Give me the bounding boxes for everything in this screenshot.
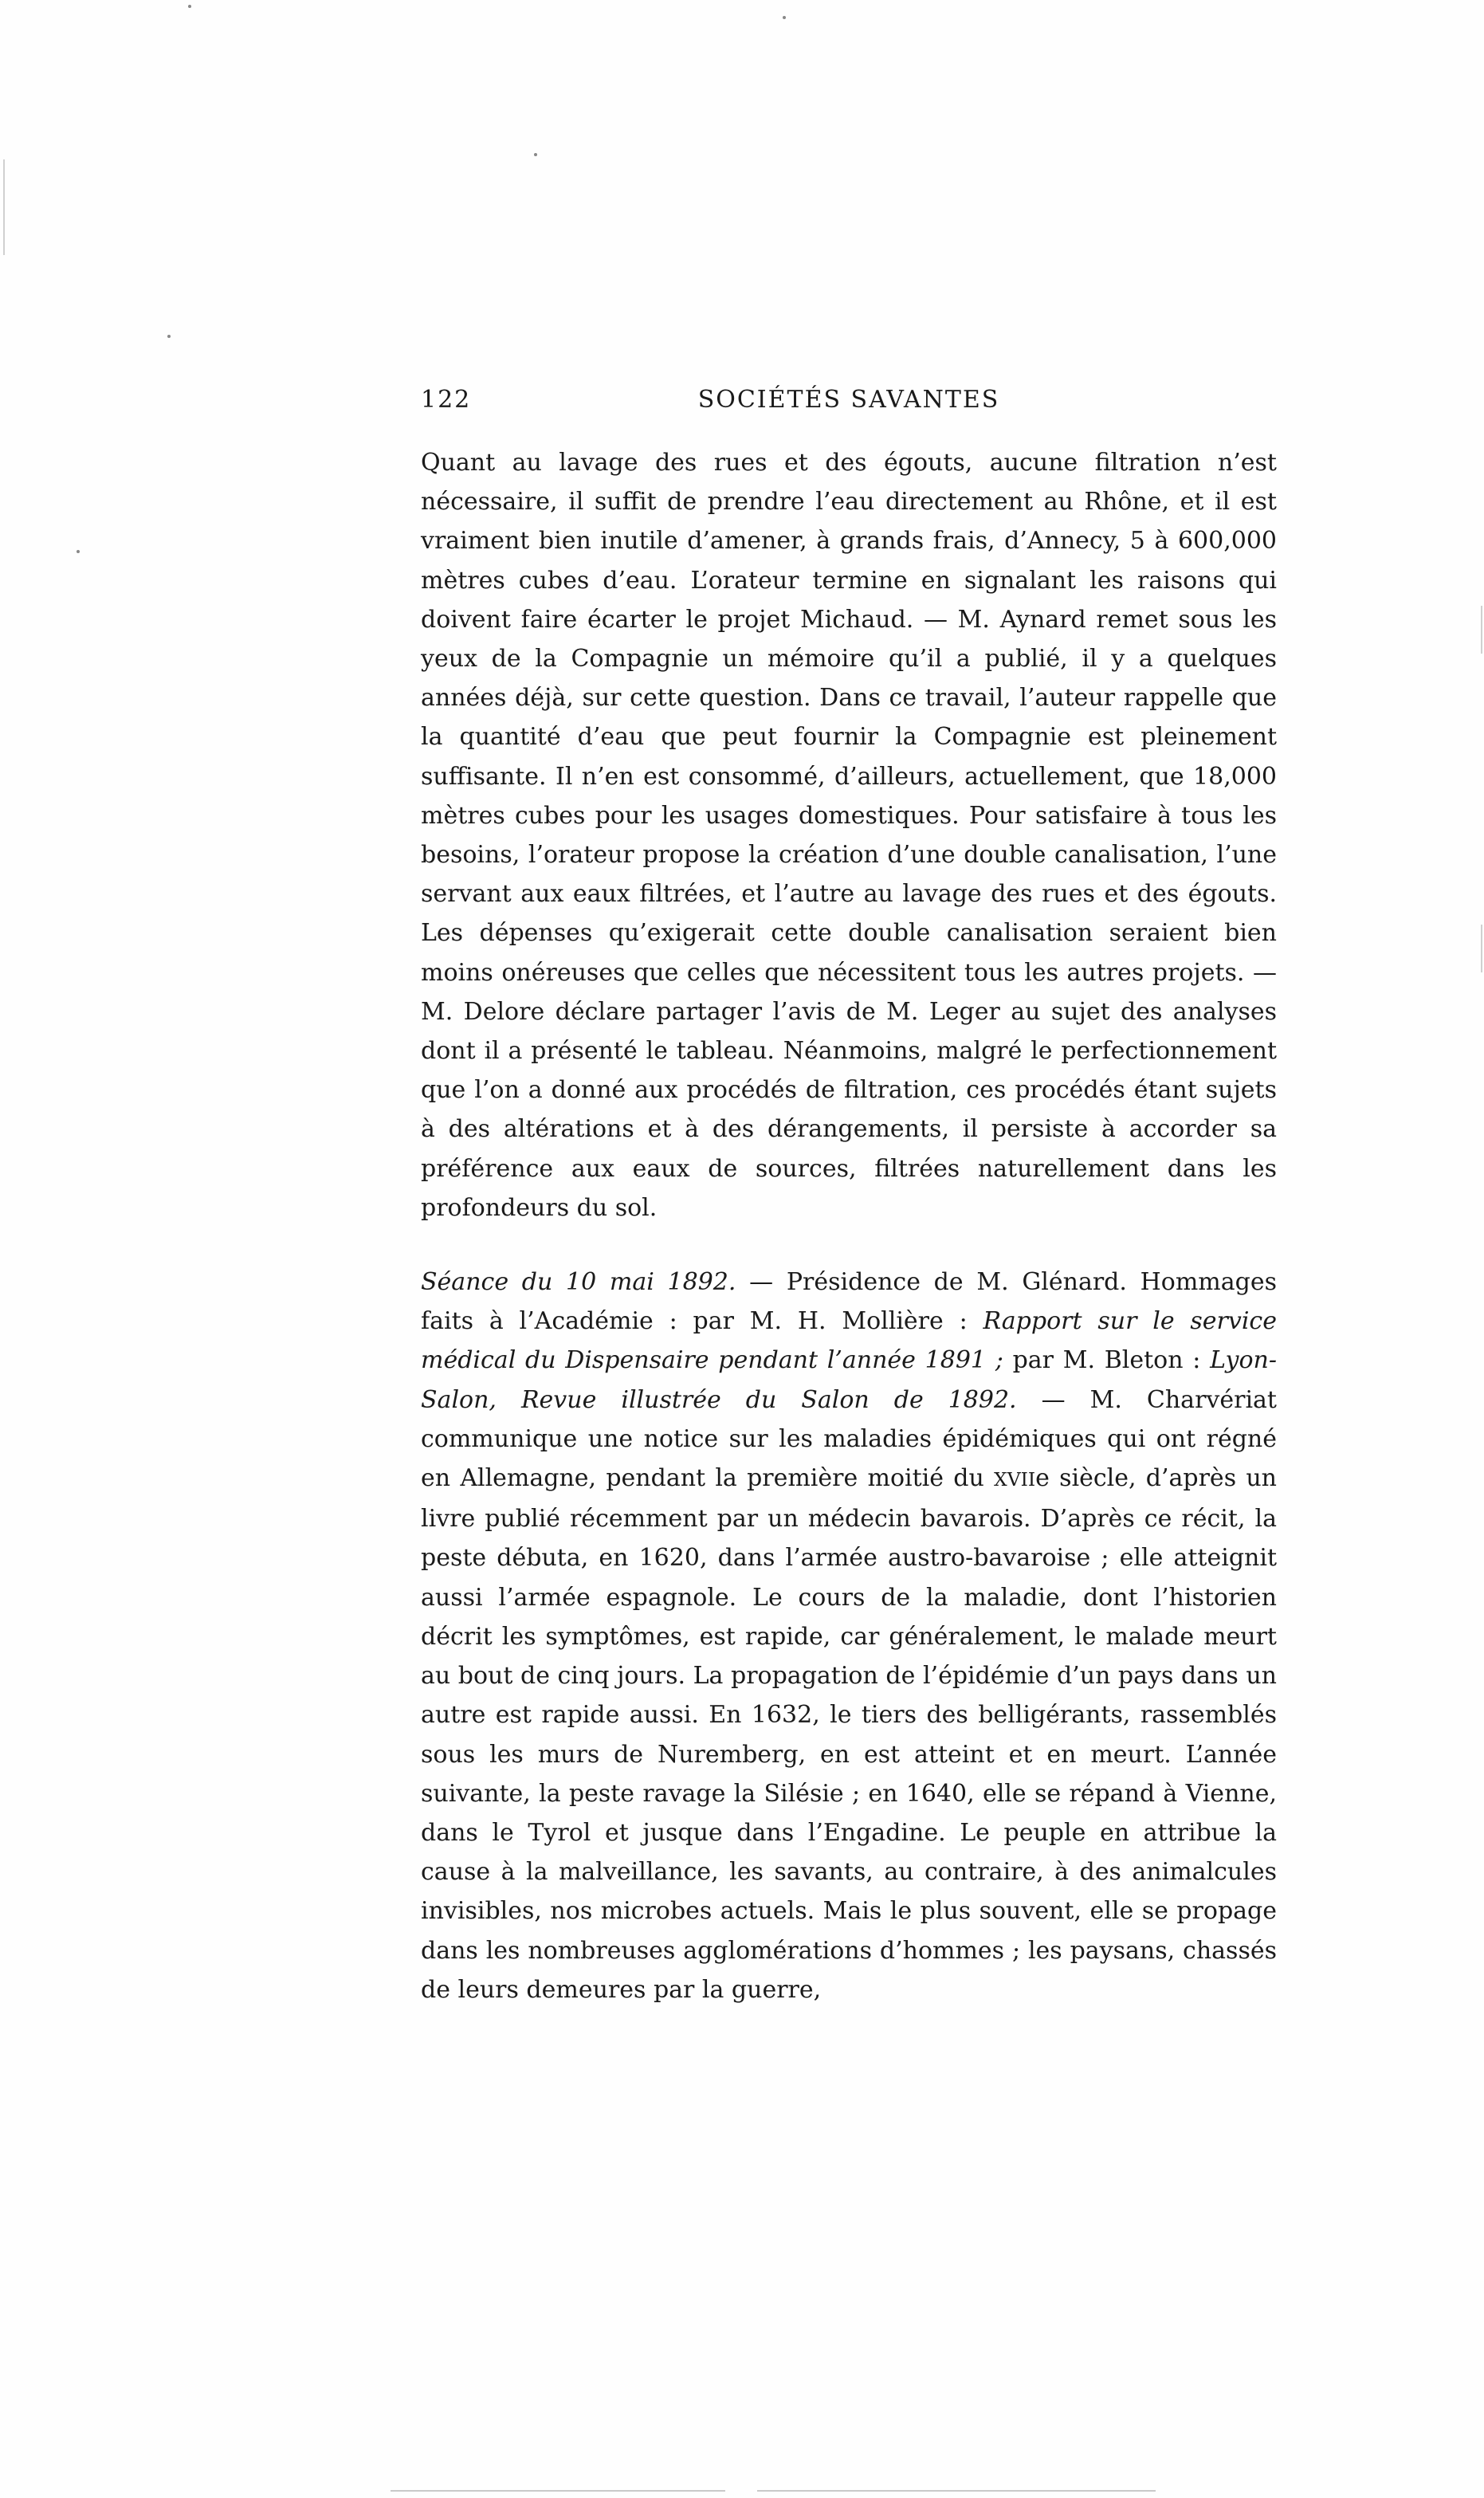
scan-edge-mark <box>1481 925 1482 972</box>
running-head <box>421 386 1277 418</box>
text-run: — Présidence de M. Glénard. Hommages faits à l’Académie : par M. H. Mollière : <box>421 1268 1277 1336</box>
scan-edge-mark <box>1481 606 1482 654</box>
italic-run: Séance du 10 mai 1892. <box>421 1268 736 1297</box>
scan-edge-mark <box>3 159 5 255</box>
text-run: Quant au lavage des rues et des égouts, aucune filtration n’est nécessaire, il suffit de prendre l’eau directement au Rhône, et il est vraiment bien inutile d’amener, à grands frais, d’Annecy, 5 à 600,000 mètres cubes d’eau. L’orateur termine en signalant les raisons qui doivent faire écarter le projet Michaud. — M. Aynard remet sous les yeux de la Compagnie un mémoire qu’il a publié, il y a quelques années déjà, sur cette question. Dans ce travail, l’auteur rappelle que la quantité d’eau que peut fournir la Compagnie est pleinement suffisante. Il n’en est consommé, d’ailleurs, actuellement, que 18,000 mètres cubes pour les usages domestiques. Pour satisfaire à tous les besoins, l’orateur propose la création d’une double canalisation, l’une servant aux eaux filtrées, et l’autre au lavage des rues et des égouts. Les dépenses qu’exigerait cette double canalisation seraient bien moins onéreuses que celles que nécessitent tous les autres projets. — M. Delore déclare partager l’avis de M. Leger au sujet des analyses dont il a présenté le tableau. Néanmoins, malgré le perfectionnement que l’on a donné aux procédés de filtration, ces procédés étant sujets à des altérations et à des dérangements, il persiste à accorder sa préférence aux eaux de sources, filtrées naturellement dans les profondeurs du sol. <box>421 449 1277 1222</box>
small-caps-run: XVII <box>994 1468 1036 1491</box>
scan-bottom-rule <box>757 2490 1156 2492</box>
text-run: — M. Charvériat communique une notice sur les maladies épidémiques qui ont régné en Allemagne, pendant la première moitié du <box>421 1385 1277 1493</box>
italic-run: Lyon-Salon, Revue illustrée du Salon de 1892. <box>421 1346 1278 1414</box>
body-text <box>421 443 1277 2009</box>
text-run: e siècle, d’après un livre publié récemment par un médecin bavarois. D’après ce récit, la peste débuta, en 1620, dans l’armée austro-bavaroise ; elle atteignit aussi l’armée espagnole. Le cours de la maladie, dont l’historien décrit les symptômes, est rapide, car généralement, le malade meurt au bout de cinq jours. La propagation de l’épidémie d’un pays dans un autre est rapide aussi. En 1632, le tiers des belligérants, rassemblés sous les murs de Nuremberg, en est atteint et en meurt. L’année suivante, la peste ravage la Silésie ; en 1640, elle se répand à Vienne, dans le Tyrol et jusque dans l’Engadine. Le peuple en attribue la cause à la malveillance, les savants, au contraire, à des animalcules invisibles, nos microbes actuels. Mais le plus souvent, elle se propage dans les nombreuses agglomérations d’hommes ; les paysans, chassés de leurs demeures par la guerre, <box>421 1464 1277 2004</box>
scan-speck <box>534 153 537 156</box>
running-title: SOCIÉTÉS SAVANTES <box>697 386 1000 414</box>
paragraph-water-supply-debate <box>421 443 1277 1227</box>
scan-bottom-rule <box>391 2490 725 2492</box>
paragraph-seance-10-mai-1892 <box>421 1263 1277 2009</box>
scan-speck <box>167 335 171 338</box>
scan-speck <box>188 5 191 8</box>
scan-speck <box>77 550 80 553</box>
italic-run: Rapport sur le service médical du Dispensaire pendant l’année 1891 ; <box>421 1307 1277 1375</box>
page-number: 122 <box>421 386 472 414</box>
scan-speck <box>783 16 786 19</box>
text-run: par M. Bleton : <box>1003 1346 1211 1375</box>
